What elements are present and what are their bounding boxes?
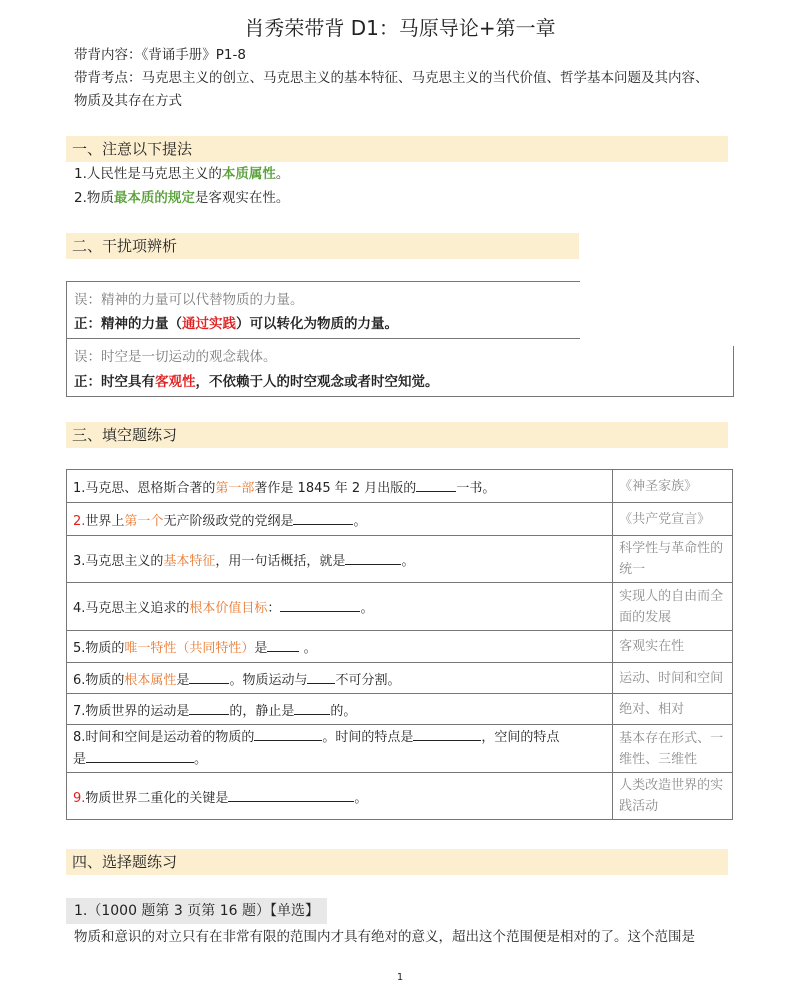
answer-cell: 《共产党宣言》 [613,503,733,536]
distractor-right-border [733,346,734,396]
distractor-2-right: 正：时空具有客观性，不依赖于人的时空观念或者时空知觉。 [74,374,439,390]
answer-cell: 人类改造世界的实践活动 [613,773,733,820]
note-2: 2.物质最本质的规定是客观实在性。 [74,190,290,206]
table-row [67,583,733,631]
distractor-1-right: 正：精神的力量（通过实践）可以转化为物质的力量。 [74,316,398,332]
answer-cell: 实现人的自由而全面的发展 [613,583,733,631]
table-row [67,773,733,820]
table-row [67,470,733,503]
table-row [67,631,733,663]
question-cell: 5.物质的唯一特性（共同特性）是 。 [67,631,613,663]
question-cell: 7.物质世界的运动是 的，静止是 的。 [67,694,613,725]
answer-cell: 基本存在形式、一维性、三维性 [613,725,733,773]
page-title: 肖秀荣带背 D1：马原导论+第一章 [244,16,556,40]
table-row [67,503,733,536]
question-cell: 2.世界上第一个无产阶级政党的党纲是 。 [67,503,613,536]
distractor-1-wrong: 误：精神的力量可以代替物质的力量。 [74,292,304,308]
section-heading-1: 一、注意以下提法 [66,136,728,162]
section-heading-3: 三、填空题练习 [66,422,728,448]
table-row [67,663,733,694]
note-1: 1.人民性是马克思主义的本质属性。 [74,166,290,182]
choice-question-text: 物质和意识的对立只有在非常有限的范围内才具有绝对的意义，超出这个范围便是相对的了。这个范围是 [74,929,695,945]
points-line-2: 物质及其存在方式 [74,93,182,109]
answer-cell: 客观实在性 [613,631,733,663]
distractor-top-border [66,281,580,282]
question-cell: 8.时间和空间是运动着的物质的 。时间的特点是 ，空间的特点 是 。 [67,725,613,773]
table-row [67,725,733,773]
fill-blank-table [66,469,733,820]
choice-question-label: 1.（1000 题第 3 页第 16 题）【单选】 [66,898,327,924]
page-number: 1 [396,972,404,983]
section-heading-2: 二、干扰项辨析 [66,233,579,259]
question-cell: 4.马克思主义追求的根本价值目标： 。 [67,583,613,631]
question-cell: 9.物质世界二重化的关键是 。 [67,773,613,820]
distractor-left-border [66,281,67,397]
question-cell: 1.马克思、恩格斯合著的第一部著作是 1845 年 2 月出版的 一书。 [67,470,613,503]
answer-cell: 运动、时间和空间 [613,663,733,694]
distractor-2-wrong: 误：时空是一切运动的观念载体。 [74,349,277,365]
answer-cell: 《神圣家族》 [613,470,733,503]
distractor-bottom-border [66,396,734,397]
answer-cell: 绝对、相对 [613,694,733,725]
answer-cell: 科学性与革命性的统一 [613,536,733,583]
question-cell: 6.物质的根本属性是 。物质运动与 不可分割。 [67,663,613,694]
table-row [67,536,733,583]
question-cell: 3.马克思主义的基本特征，用一句话概括，就是 。 [67,536,613,583]
points-line-1: 带背考点：马克思主义的创立、马克思主义的基本特征、马克思主义的当代价值、哲学基本问题及其内容、 [74,70,709,86]
distractor-mid-border [66,338,580,339]
section-heading-4: 四、选择题练习 [66,849,728,875]
table-row [67,694,733,725]
content-label: 带背内容：《背诵手册》P1-8 [74,47,246,63]
